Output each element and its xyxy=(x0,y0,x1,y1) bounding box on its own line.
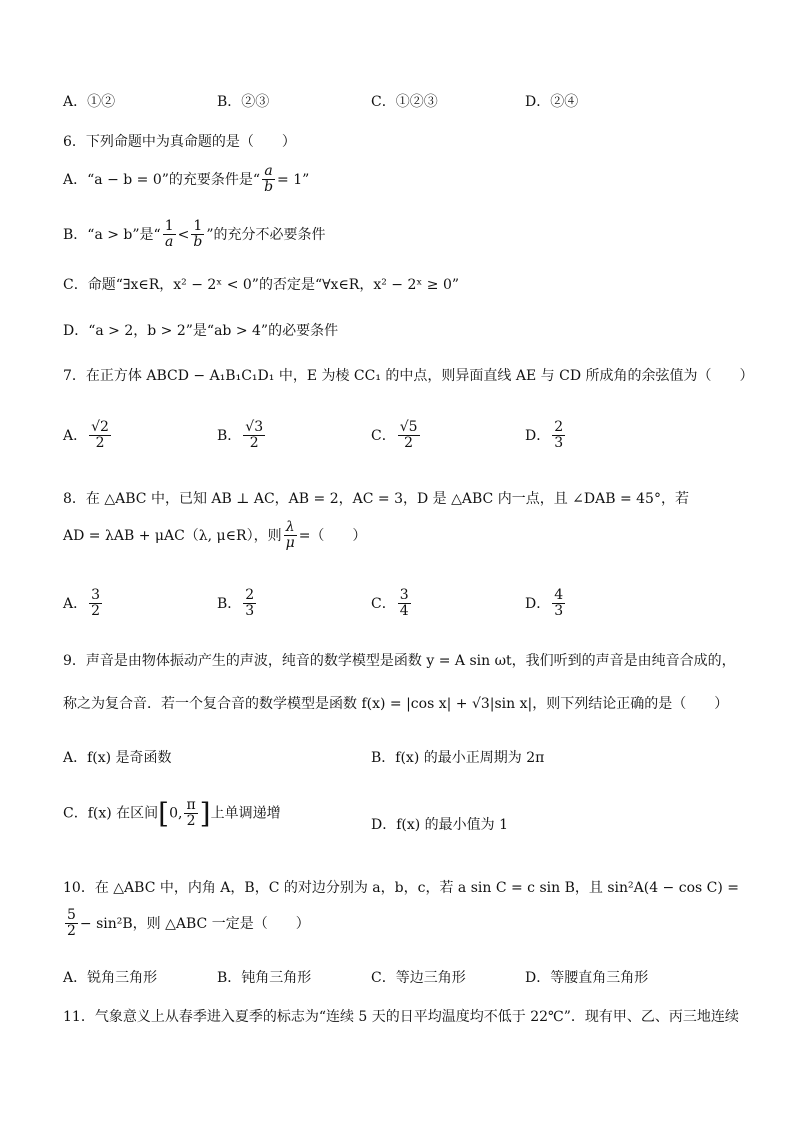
q7-option-b: B． $\frac{√3}{2}$ xyxy=(217,419,264,452)
q6-option-a: A．“a − b = 0”的充要条件是“ $\frac{a}{b}$ = 1” xyxy=(63,163,310,196)
q8-stem-line1: 8．在 △ABC 中，已知 AB ⊥ AC，AB = 2，AC = 3，D 是 △ABC 内一点，且 ∠DAB = 45°，若 xyxy=(63,491,689,507)
q10-stem-line1: 10．在 △ABC 中，内角 A，B，C 的对边分别为 a，b，c，若 a sin C = c sin B，且 sin²A(4 − cos C) = xyxy=(63,880,739,896)
q8-option-b: B． $\frac{2}{3}$ xyxy=(217,587,255,620)
q7-option-c: C． $\frac{√5}{2}$ xyxy=(371,419,418,452)
q8-option-d: D． $\frac{4}{3}$ xyxy=(525,587,564,620)
q8-option-c: C． $\frac{3}{4}$ xyxy=(371,587,409,620)
q5-option-c: C．①②③ xyxy=(371,94,438,110)
q6-stem: 6．下列命题中为真命题的是（ ） xyxy=(63,134,296,150)
q10-stem-line2: $\frac{5}{2}$ − sin²B，则 △ABC 一定是（ ） xyxy=(67,907,310,940)
q7-option-a: A． $\frac{√2}{2}$ xyxy=(63,419,109,452)
q9-stem-line1: 9．声音是由物体振动产生的声波，纯音的数学模型是函数 y = A sin ωt，我们听到的声音是由纯音合成的， xyxy=(63,653,736,669)
q7-option-d: D． $\frac{2}{3}$ xyxy=(525,419,564,452)
q6-option-d: D．“a > 2，b > 2”是“ab > 4”的必要条件 xyxy=(63,323,339,339)
q7-stem: 7．在正方体 ABCD − A₁B₁C₁D₁ 中，E 为棱 CC₁ 的中点，则异面直线 AE 与 CD 所成角的余弦值为（ ） xyxy=(63,368,754,384)
q5-option-d: D．②④ xyxy=(525,94,579,110)
q5-option-b: B．②③ xyxy=(217,94,270,110)
q9-option-a: A．f(x) 是奇函数 xyxy=(63,750,172,766)
q11-stem: 11．气象意义上从春季进入夏季的标志为“连续 5 天的日平均温度均不低于 22℃”．现有甲、乙、丙三地连续 xyxy=(63,1009,739,1025)
q9-option-b: B．f(x) 的最小正周期为 2π xyxy=(371,750,545,766)
q6-option-c: C．命题“∃x∈R，x² − 2ˣ < 0”的否定是“∀x∈R，x² − 2ˣ ≥ 0” xyxy=(63,277,460,293)
q10-option-c: C．等边三角形 xyxy=(371,970,466,986)
q10-option-a: A．锐角三角形 xyxy=(63,970,158,986)
q5-option-a: A．①② xyxy=(63,94,116,110)
q9-stem-line2: 称之为复合音．若一个复合音的数学模型是函数 f(x) = |cos x| + √3|sin x|，则下列结论正确的是（ ） xyxy=(63,696,729,712)
q8-option-a: A． $\frac{3}{2}$ xyxy=(63,587,101,620)
q9-option-c: C．f(x) 在区间[0, $\frac{\pi}{2}$ ]上单调递增 xyxy=(63,796,281,830)
q6-option-b: B．“a > b”是“ $\frac{1}{a}$ < $\frac{1}{b}$ ”的充分不必要条件 xyxy=(63,218,326,251)
q10-option-d: D．等腰直角三角形 xyxy=(525,970,649,986)
q8-stem-line2: AD = λAB + μAC（λ, μ∈R），则 $\frac{\lambda}{\mu}$ =（ ） xyxy=(63,519,367,552)
q10-option-b: B．钝角三角形 xyxy=(217,970,312,986)
q9-option-d: D．f(x) 的最小值为 1 xyxy=(371,817,509,833)
